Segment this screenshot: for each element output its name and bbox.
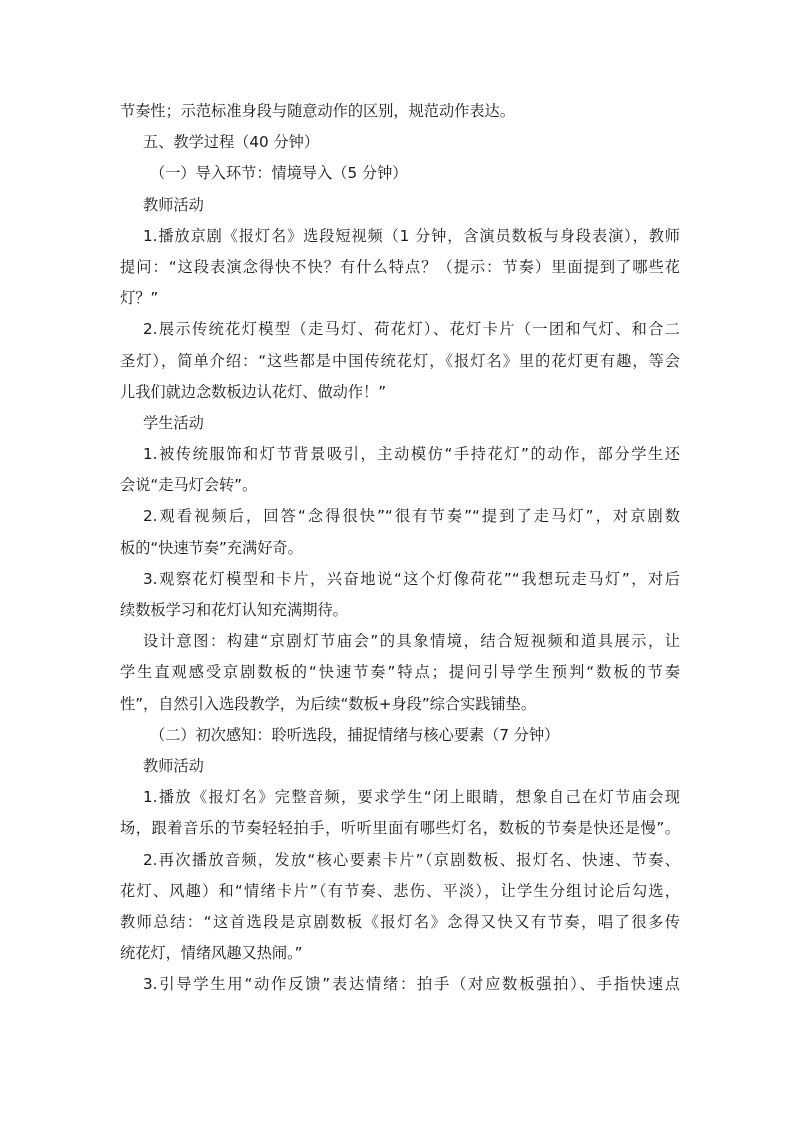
text-line: 教师总结：“这首选段是京剧数板《报灯名》念得又快又有节奏，唱了很多传 [120,912,680,931]
text-line: 灯？” [120,289,159,308]
text-line: 教师活动 [143,756,204,775]
text-line: 1.被传统服饰和灯节背景吸引，主动模仿“手持花灯”的动作，部分学生还 [143,445,680,464]
text-line: 儿我们就边念数板边认花灯、做动作！” [120,382,387,401]
text-line: 续数板学习和花灯认知充满期待。 [120,601,348,619]
text-line: 场，跟着音乐的节奏轻轻拍手，听听里面有哪些灯名，数板的节奏是快还是慢”。 [120,819,680,838]
text-line: 1.播放京剧《报灯名》选段短视频（1 分钟，含演员数板与身段表演），教师 [143,226,680,245]
text-line: 花灯、风趣）和“情绪卡片”（有节奏、悲伤、平淡），让学生分组讨论后勾选， [120,881,680,900]
text-line: 提问：“这段表演念得快不快？有什么特点？（提示：节奏）里面提到了哪些花 [120,257,680,276]
text-line: （二）初次感知：聆听选段，捕捉情绪与核心要素（7 分钟） [150,725,560,744]
text-line: 板的“快速节奏”充满好奇。 [120,538,303,557]
text-line: 1.播放《报灯名》完整音频，要求学生“闭上眼睛，想象自己在灯节庙会现 [143,788,680,807]
text-line: 五、教学过程（40 分钟） [143,133,320,152]
text-line: 3.引导学生用“动作反馈”表达情绪：拍手（对应数板强拍）、手指快速点 [143,975,680,994]
document-body [120,96,680,1000]
text-line: 设计意图：构建“京剧灯节庙会”的具象情境，结合短视频和道具展示，让 [143,632,680,651]
text-line: 会说“走马灯会转”。 [120,476,258,495]
text-line: 圣灯），简单介绍：“这些都是中国传统花灯，《报灯名》里的花灯更有趣，等会 [120,351,680,370]
text-line: 2.观看视频后，回答“念得很快”“很有节奏”“提到了走马灯”，对京剧数 [143,507,680,526]
text-line: 3.观察花灯模型和卡片，兴奋地说“这个灯像荷花”“我想玩走马灯”，对后 [143,569,680,588]
text-line: 学生直观感受京剧数板的“快速节奏”特点；提问引导学生预判“数板的节奏 [120,663,680,682]
text-line: 学生活动 [143,413,204,432]
text-line: （一）导入环节：情境导入（5 分钟） [150,164,408,183]
text-line: 2.展示传统花灯模型（走马灯、荷花灯）、花灯卡片（一团和气灯、和合二 [143,320,680,339]
text-line: 统花灯，情绪风趣又热闹。” [120,944,303,963]
text-line: 教师活动 [143,195,204,214]
text-line: 节奏性；示范标准身段与随意动作的区别，规范动作表达。 [120,102,515,120]
text-line: 2.再次播放音频，发放“核心要素卡片”（京剧数板、报灯名、快速、节奏、 [143,850,680,869]
text-line: 性”，自然引入选段教学，为后续“数板+身段”综合实践铺垫。 [120,694,537,713]
